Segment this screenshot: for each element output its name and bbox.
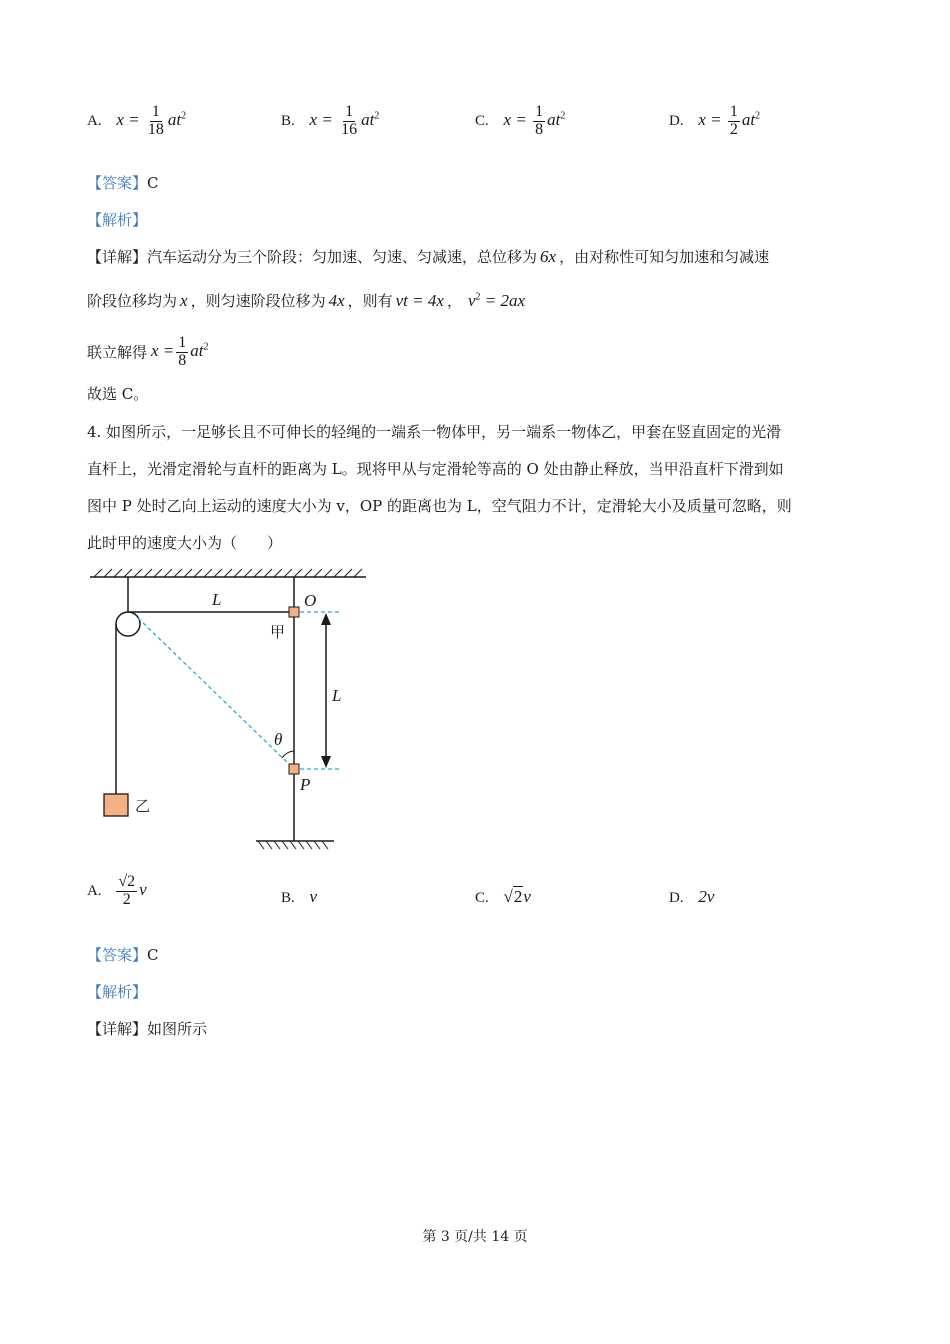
- pulley: [116, 612, 140, 636]
- q4-answer: [87, 944, 159, 965]
- detail-text: 如图所示: [147, 1020, 208, 1038]
- q3-conclusion: 故选 C。: [87, 385, 149, 403]
- q4-option-b: [281, 887, 317, 907]
- math-lhs: x =: [698, 110, 722, 130]
- q4-detail: [87, 1018, 207, 1039]
- option-value: v: [309, 887, 318, 906]
- rope-to-p: [138, 618, 292, 767]
- fraction-denominator: 16: [341, 120, 358, 138]
- fraction-denominator: 8: [178, 351, 187, 369]
- math-v: v: [467, 291, 476, 310]
- fraction-numerator: 1: [345, 103, 354, 120]
- radicand: 2: [513, 887, 523, 906]
- label-jia: 甲: [270, 623, 286, 641]
- q4-stem-line2: 直杆上，光滑定滑轮与直杆的距离为 L。现将甲从与定滑轮等高的 O 处由静止释放，当甲沿直杆下滑到如: [87, 460, 784, 478]
- fraction-numerator: 1: [535, 103, 544, 120]
- q3-option-c: [475, 104, 565, 139]
- fraction-denominator: 2: [122, 890, 131, 908]
- option-letter: C.: [475, 113, 489, 130]
- q4-stem-line4: 此时甲的速度大小为（ ）: [87, 534, 283, 552]
- q3-option-d: [669, 104, 760, 139]
- detail-text: ，则有: [347, 292, 393, 310]
- label-theta: θ: [274, 730, 283, 749]
- fraction-numerator: 1: [151, 103, 160, 120]
- label-yi: 乙: [135, 797, 151, 815]
- block-jia-at-o: [289, 607, 299, 617]
- detail-text: 汽车运动分为三个阶段：匀加速、匀速、匀减速，总位移为: [147, 248, 538, 266]
- q3-option-b: [281, 104, 379, 139]
- arrow-head-up: [321, 613, 331, 625]
- detail-text: ，则匀速阶段位移为: [190, 292, 326, 310]
- math-2ax: = 2ax: [480, 291, 526, 310]
- math-rhs: at: [741, 110, 756, 130]
- q3-option-a: [87, 104, 186, 139]
- q3-analysis-tag: 【解析】: [87, 211, 148, 229]
- option-letter: A.: [87, 883, 102, 900]
- block-jia-at-p: [289, 764, 299, 774]
- fraction-numerator: 1: [178, 334, 187, 351]
- detail-tag: 【详解】: [87, 248, 148, 266]
- math-x: x: [180, 291, 188, 310]
- q3-detail-line2: 阶段位移均为 x ，则匀速阶段位移为 4x ，则有 vt = 4x ， $v^2 = 2ax$: [87, 291, 526, 310]
- q4-analysis-tag: 【解析】: [87, 983, 148, 1001]
- option-letter: D.: [669, 890, 684, 906]
- detail-text: 联立解得: [87, 343, 148, 362]
- math-rhs: at: [361, 110, 375, 130]
- math-tail: v: [139, 880, 147, 900]
- q4-option-d: [669, 887, 714, 907]
- fraction-denominator: 18: [147, 120, 164, 138]
- detail-tag: 【详解】: [87, 1020, 148, 1038]
- math-lhs: x =: [309, 110, 333, 130]
- label-l-side: L: [332, 686, 342, 705]
- arrow-head-down: [321, 756, 331, 768]
- ground-hatch: [258, 841, 328, 849]
- answer-tag: 【答案】: [87, 946, 148, 964]
- label-p: P: [300, 775, 311, 794]
- fraction-numerator: 1: [729, 103, 738, 120]
- pulley-figure: [88, 565, 373, 855]
- math-rhs: at: [190, 341, 204, 361]
- math-lhs: x =: [116, 110, 140, 130]
- math-6x: 6x: [540, 247, 557, 266]
- exponent: 2: [181, 110, 187, 122]
- option-letter: D.: [669, 113, 684, 130]
- math-rhs: at: [167, 110, 182, 130]
- theta-arc: [282, 751, 294, 758]
- q4-stem-line3: 图中 P 处时乙向上运动的速度大小为 v，OP 的距离也为 L，空气阻力不计，定滑轮大小及质量可忽略，则: [87, 497, 792, 515]
- fraction-denominator: 2: [729, 120, 738, 138]
- option-letter: B.: [281, 890, 295, 906]
- exponent: 2: [203, 341, 209, 353]
- q4-option-a: [87, 874, 147, 909]
- exponent: 2: [755, 110, 761, 122]
- label-o: O: [304, 591, 317, 610]
- math-vt-eq: vt = 4x: [395, 291, 444, 310]
- exponent: 2: [374, 110, 380, 122]
- option-value: 2v: [698, 887, 715, 906]
- math-lhs: x =: [503, 110, 527, 130]
- option-letter: A.: [87, 113, 102, 130]
- ceiling-hatch: [94, 569, 362, 577]
- fraction-denominator: 8: [535, 120, 544, 138]
- q3-detail-line3: [87, 335, 209, 370]
- option-letter: C.: [475, 890, 489, 906]
- q4-option-c: C. √2v: [475, 887, 531, 906]
- answer-tag: 【答案】: [87, 174, 148, 192]
- fraction-numerator: √2: [118, 873, 136, 890]
- label-l-top: L: [212, 590, 222, 609]
- detail-text: ，由对称性可知匀加速和匀减速: [559, 248, 770, 266]
- exponent: 2: [475, 291, 481, 303]
- math-tail: v: [523, 887, 531, 906]
- answer-value: C: [147, 946, 159, 964]
- math-rhs: at: [547, 110, 561, 130]
- block-yi: [104, 794, 128, 816]
- q3-answer: [87, 172, 159, 193]
- option-letter: B.: [281, 113, 295, 130]
- q4-stem-line1: 4. 如图所示，一足够长且不可伸长的轻绳的一端系一物体甲，另一端系一物体乙，甲套在竖直固定的光滑: [87, 423, 782, 441]
- exponent: 2: [560, 110, 566, 122]
- page-footer: 第 3 页/共 14 页: [422, 1229, 528, 1245]
- math-4x: 4x: [328, 291, 345, 310]
- detail-text: 阶段位移均为: [87, 292, 178, 310]
- q3-detail-line1: [87, 246, 769, 267]
- answer-value: C: [147, 174, 159, 192]
- math-lhs: x =: [151, 341, 175, 361]
